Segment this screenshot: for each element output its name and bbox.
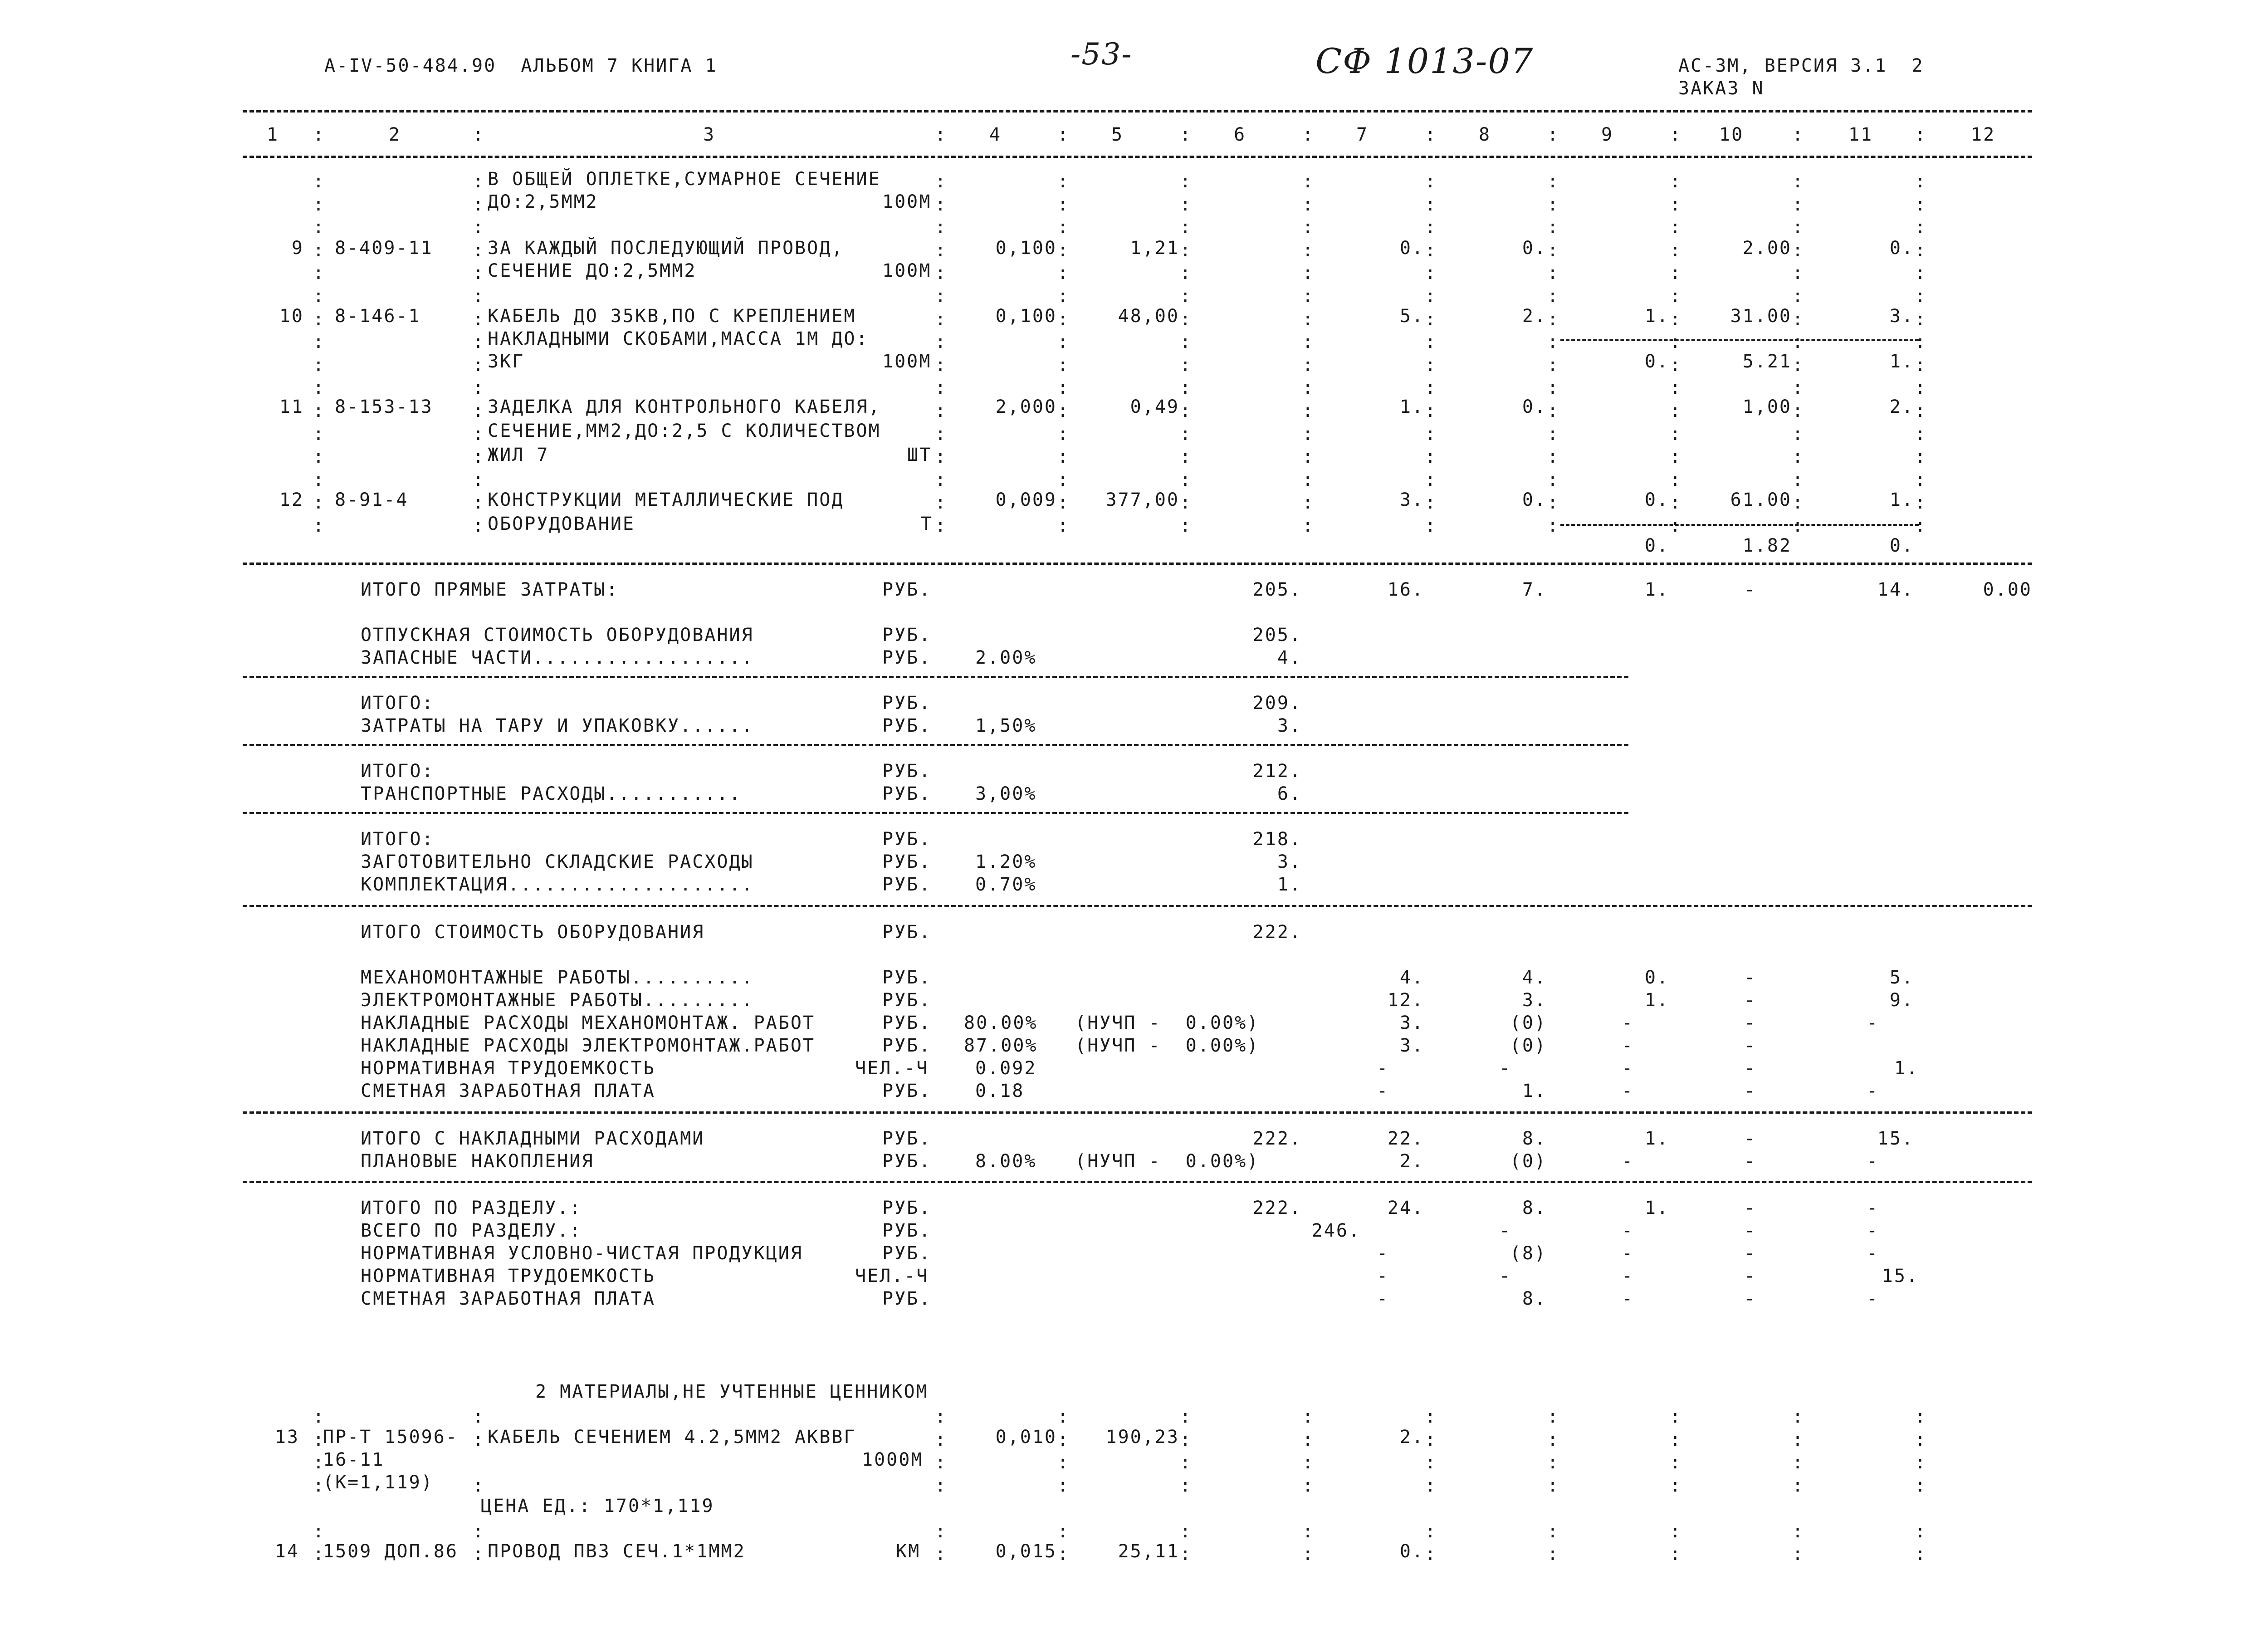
row-11-col11: 2.: [1889, 396, 1914, 417]
row-11-col8: 0.: [1522, 396, 1547, 417]
page-number: -53-: [1070, 37, 1133, 72]
separator-column: : : : : :: [473, 1406, 485, 1565]
column-separator: :: [1425, 124, 1437, 145]
row-10-desc-a: КАБЕЛЬ ДО 35КВ,ПО С КРЕПЛЕНИЕМ: [488, 306, 856, 327]
storage-rate: 1.20%: [975, 851, 1037, 872]
row-9-col7: 0.: [1399, 238, 1424, 259]
estimated-wages-unit: РУБ.: [882, 1081, 932, 1101]
overhead-elec-col10: -: [1744, 1035, 1757, 1056]
packaging-unit: РУБ.: [882, 715, 932, 736]
row-12-col11-sub: 0.: [1889, 535, 1914, 556]
subtotal-1-col6: 209.: [1252, 693, 1302, 714]
row-12-col7: 3.: [1399, 489, 1424, 510]
direct-costs-col10: -: [1744, 579, 1757, 600]
row-14-number: 14: [274, 1541, 299, 1562]
labor-intensity-col8: -: [1499, 1058, 1512, 1079]
storage-unit: РУБ.: [882, 851, 932, 872]
direct-costs-unit: РУБ.: [882, 579, 932, 600]
overhead-elec-unit: РУБ.: [882, 1035, 932, 1056]
row-10-desc-c: 3КГ: [488, 351, 525, 372]
mech-works-col7: 4.: [1399, 967, 1424, 988]
column-header-cell: 12: [1971, 124, 1996, 145]
spare-parts-unit: РУБ.: [882, 647, 932, 668]
section-grand-total-col8: -: [1499, 1220, 1512, 1241]
section-grand-total-col11: -: [1867, 1220, 1879, 1241]
column-separator: :: [935, 124, 948, 145]
overhead-elec-col9: -: [1622, 1035, 1634, 1056]
equipment-price-unit: РУБ.: [882, 625, 932, 646]
labor-intensity-rate: 0.092: [975, 1058, 1037, 1079]
packaging-label: ЗАТРАТЫ НА ТАРУ И УПАКОВКУ......: [361, 715, 754, 736]
section-grand-total-col9: -: [1622, 1220, 1634, 1241]
row-12-code: 8-91-4: [335, 489, 409, 510]
column-separator: :: [1670, 124, 1682, 145]
row-9-col10: 2.00: [1742, 238, 1792, 259]
elec-works-col9: 1.: [1644, 990, 1669, 1011]
subtotal-3-unit: РУБ.: [882, 829, 932, 850]
row-10-col9: 1.: [1644, 306, 1669, 327]
row-8-unit: 100М: [882, 191, 932, 212]
labor-intensity-2-unit: ЧЕЛ.-Ч: [855, 1266, 929, 1287]
row-14-desc: ПРОВОД ПВЗ СЕЧ.1*1ММ2: [488, 1541, 746, 1562]
subtotal-1-label: ИТОГО:: [361, 693, 435, 714]
column-separator: :: [1057, 124, 1070, 145]
planned-savings-unit: РУБ.: [882, 1151, 932, 1172]
elec-works-label: ЭЛЕКТРОМОНТАЖНЫЕ РАБОТЫ.........: [361, 990, 754, 1011]
labor-intensity-2-col10: -: [1744, 1266, 1757, 1287]
column-header-cell: 5: [1111, 124, 1124, 145]
elec-works-unit: РУБ.: [882, 990, 932, 1011]
row-13-desc: КАБЕЛЬ СЕЧЕНИЕМ 4.2,5ММ2 АКВВГ: [488, 1427, 856, 1448]
row-10-col4: 0,100: [995, 306, 1057, 327]
estimated-wages-2-col10: -: [1744, 1288, 1757, 1309]
packaging-col6: 3.: [1277, 715, 1302, 736]
planned-savings-col8: (0): [1510, 1151, 1547, 1172]
row-11-col4: 2,000: [995, 396, 1057, 417]
overhead-elec-note: (НУЧП - 0.00%): [1075, 1035, 1260, 1056]
section-total-col9: 1.: [1644, 1198, 1669, 1218]
planned-savings-col11: -: [1867, 1151, 1879, 1172]
row-14-col5: 25,11: [1118, 1541, 1179, 1562]
row-11-col5: 0,49: [1130, 396, 1179, 417]
row-12-desc-b: ОБОРУДОВАНИЕ: [488, 514, 635, 534]
estimated-wages-col8: 1.: [1522, 1081, 1547, 1101]
overhead-mech-col8: (0): [1510, 1013, 1547, 1033]
column-header-cell: 1: [267, 124, 279, 145]
estimated-wages-col9: -: [1622, 1081, 1634, 1101]
divider: [243, 1181, 2032, 1183]
row-12-desc-a: КОНСТРУКЦИИ МЕТАЛЛИЧЕСКИЕ ПОД: [488, 489, 844, 510]
labor-intensity-2-col7: -: [1377, 1266, 1389, 1287]
section-grand-total-label: ВСЕГО ПО РАЗДЕЛУ.:: [361, 1220, 582, 1241]
transport-unit: РУБ.: [882, 783, 932, 804]
separator-column: : : : : : : : : : : : : : : : :: [935, 171, 948, 536]
planned-savings-rate: 8.00%: [975, 1151, 1037, 1172]
separator-column: : : : : : : : : : : : : : : : :: [1302, 171, 1315, 536]
direct-costs-col12: 0.00: [1983, 579, 2032, 600]
separator-column: : : : : : : : : : : : : : : : :: [1180, 171, 1193, 536]
separator-column: : : : : : :: [1792, 1406, 1805, 1565]
overhead-elec-label: НАКЛАДНЫЕ РАСХОДЫ ЭЛЕКТРОМОНТАЖ.РАБОТ: [361, 1035, 816, 1056]
row-12-col10-sub: 1.82: [1742, 535, 1792, 556]
row-9-code: 8-409-11: [335, 238, 433, 259]
storage-col6: 3.: [1277, 851, 1302, 872]
overhead-elec-col8: (0): [1510, 1035, 1547, 1056]
separator-column: : : : : : :: [1302, 1406, 1315, 1565]
section-total-col11: -: [1867, 1198, 1879, 1218]
estimated-wages-2-col11: -: [1867, 1288, 1879, 1309]
row-11-number: 11: [279, 396, 304, 417]
net-product-col11: -: [1867, 1243, 1879, 1264]
row-13-number: 13: [274, 1427, 299, 1448]
row-12-col5: 377,00: [1105, 489, 1179, 510]
labor-intensity-unit: ЧЕЛ.-Ч: [855, 1058, 929, 1079]
estimated-wages-label: СМЕТНАЯ ЗАРАБОТНАЯ ПЛАТА: [361, 1081, 655, 1101]
section-total-col8: 8.: [1522, 1198, 1547, 1218]
row-10-desc-b: НАКЛАДНЫМИ СКОБАМИ,МАССА 1М ДО:: [488, 328, 869, 349]
subtotal-2-col6: 212.: [1252, 761, 1302, 782]
row-9-desc-a: ЗА КАЖДЫЙ ПОСЛЕДУЮЩИЙ ПРОВОД,: [488, 238, 844, 259]
mech-works-label: МЕХАНОМОНТАЖНЫЕ РАБОТЫ..........: [361, 967, 754, 988]
column-header-cell: 11: [1848, 124, 1873, 145]
row-10-col9-sub: 0.: [1644, 351, 1669, 372]
row-11-col7: 1.: [1399, 396, 1424, 417]
subtotal-3-col6: 218.: [1252, 829, 1302, 850]
row-12-col11: 1.: [1889, 489, 1914, 510]
net-product-col8: (8): [1510, 1243, 1547, 1264]
row-11-desc-a: ЗАДЕЛКА ДЛЯ КОНТРОЛЬНОГО КАБЕЛЯ,: [488, 396, 881, 417]
direct-costs-col8: 7.: [1522, 579, 1547, 600]
row-10-code: 8-146-1: [335, 306, 421, 327]
direct-costs-col7: 16.: [1387, 579, 1424, 600]
column-separator: :: [1302, 124, 1315, 145]
labor-intensity-col11: 1.: [1894, 1058, 1919, 1079]
estimated-wages-2-col8: 8.: [1522, 1288, 1547, 1309]
direct-costs-label: ИТОГО ПРЯМЫЕ ЗАТРАТЫ:: [361, 579, 619, 600]
handwritten-stamp: СФ 1013-07: [1315, 41, 1534, 81]
subtotal-3-label: ИТОГО:: [361, 829, 435, 850]
row-10-col8: 2.: [1522, 306, 1547, 327]
with-overhead-col10: -: [1744, 1128, 1757, 1149]
column-separator: :: [1915, 124, 1927, 145]
labor-intensity-2-label: НОРМАТИВНАЯ ТРУДОЕМКОСТЬ: [361, 1266, 655, 1287]
separator-column: : : : : : :: [1057, 1406, 1070, 1565]
row-9-col4: 0,100: [995, 238, 1057, 259]
column-header-cell: 7: [1356, 124, 1369, 145]
row-14-col7: 0.: [1399, 1541, 1424, 1562]
row-9-unit: 100М: [882, 260, 932, 281]
section-grand-total-col6: 246.: [1311, 1220, 1361, 1241]
section-grand-total-col10: -: [1744, 1220, 1757, 1241]
separator-column: : : : : : : : : : : : : : : : :: [1915, 171, 1927, 536]
column-header-cell: 2: [389, 124, 401, 145]
row-13-code: ПР-Т 15096-: [323, 1427, 458, 1448]
column-separator: :: [1547, 124, 1560, 145]
planned-savings-col9: -: [1622, 1151, 1634, 1172]
row-10-col7: 5.: [1399, 306, 1424, 327]
mech-works-col9: 0.: [1644, 967, 1669, 988]
subtotal-1-unit: РУБ.: [882, 693, 932, 714]
labor-intensity-2-col8: -: [1499, 1266, 1512, 1287]
row-12-col9: 0.: [1644, 489, 1669, 510]
separator-column: : : : : : : : : : : : : : : : :: [1057, 171, 1070, 536]
overhead-mech-col11: -: [1867, 1013, 1879, 1033]
completion-unit: РУБ.: [882, 874, 932, 895]
labor-intensity-col7: -: [1377, 1058, 1389, 1079]
row-13-coef: (К=1,119): [323, 1472, 434, 1493]
section-total-col7: 24.: [1387, 1198, 1424, 1218]
overhead-mech-rate: 80.00%: [964, 1013, 1038, 1033]
estimated-wages-col7: -: [1377, 1081, 1389, 1101]
materials-title: 2 МАТЕРИАЛЫ,НЕ УЧТЕННЫЕ ЦЕННИКОМ: [535, 1381, 929, 1402]
row-9-number: 9: [291, 238, 304, 259]
row-12-unit: Т: [921, 514, 934, 534]
divider: [243, 812, 1628, 814]
row-14-col4: 0,015: [995, 1541, 1057, 1562]
section-total-label: ИТОГО ПО РАЗДЕЛУ.:: [361, 1198, 582, 1218]
direct-costs-col11: 14.: [1877, 579, 1914, 600]
column-separator: :: [473, 124, 485, 145]
row-14-unit: КМ: [896, 1541, 921, 1562]
divider: [243, 156, 2032, 158]
equipment-total-unit: РУБ.: [882, 922, 932, 943]
row-10-col5: 48,00: [1118, 306, 1179, 327]
divider: [243, 744, 1628, 746]
elec-works-col10: -: [1744, 990, 1757, 1011]
packaging-rate: 1,50%: [975, 715, 1037, 736]
overhead-mech-unit: РУБ.: [882, 1013, 932, 1033]
subtotal-2-unit: РУБ.: [882, 761, 932, 782]
estimated-wages-2-unit: РУБ.: [882, 1288, 932, 1309]
planned-savings-label: ПЛАНОВЫЕ НАКОПЛЕНИЯ: [361, 1151, 594, 1172]
row-11-desc-b: СЕЧЕНИЕ,ММ2,ДО:2,5 С КОЛИЧЕСТВОМ: [488, 421, 881, 441]
column-separator: :: [1792, 124, 1805, 145]
spare-parts-label: ЗАПАСНЫЕ ЧАСТИ..................: [361, 647, 754, 668]
completion-label: КОМПЛЕКТАЦИЯ....................: [361, 874, 754, 895]
overhead-elec-rate: 87.00%: [964, 1035, 1038, 1056]
completion-col6: 1.: [1277, 874, 1302, 895]
row-9-col5: 1,21: [1130, 238, 1179, 259]
estimated-wages-2-col7: -: [1377, 1288, 1389, 1309]
row-9-col11: 0.: [1889, 238, 1914, 259]
equipment-total-col6: 222.: [1252, 922, 1302, 943]
overhead-mech-col10: -: [1744, 1013, 1757, 1033]
row-13-col4: 0,010: [995, 1427, 1057, 1448]
equipment-price-label: ОТПУСКНАЯ СТОИМОСТЬ ОБОРУДОВАНИЯ: [361, 625, 754, 646]
divider: [243, 563, 2032, 565]
with-overhead-unit: РУБ.: [882, 1128, 932, 1149]
planned-savings-col7: 2.: [1399, 1151, 1424, 1172]
column-separator: :: [1180, 124, 1193, 145]
divider: [243, 676, 1628, 678]
row-13-unit: 1000М: [862, 1449, 924, 1470]
column-header-cell: 6: [1234, 124, 1246, 145]
column-header-cell: 8: [1479, 124, 1491, 145]
row-12-col8: 0.: [1522, 489, 1547, 510]
divider: [243, 905, 2032, 907]
subtotal-2-label: ИТОГО:: [361, 761, 435, 782]
mech-works-col10: -: [1744, 967, 1757, 988]
row-9-desc-b: СЕЧЕНИЕ ДО:2,5ММ2: [488, 260, 697, 281]
row-8-desc-a: В ОБЩЕЙ ОПЛЕТКЕ,СУМАРНОЕ СЕЧЕНИЕ: [488, 169, 881, 190]
section-total-unit: РУБ.: [882, 1198, 932, 1218]
row-13-col5: 190,23: [1105, 1427, 1179, 1448]
net-product-col7: -: [1377, 1243, 1389, 1264]
row-10-number: 10: [279, 306, 304, 327]
estimated-wages-rate: 0.18: [975, 1081, 1025, 1101]
overhead-mech-col9: -: [1622, 1013, 1634, 1033]
row-11-col10: 1,00: [1742, 396, 1792, 417]
equipment-total-label: ИТОГО СТОИМОСТЬ ОБОРУДОВАНИЯ: [361, 922, 705, 943]
labor-intensity-col10: -: [1744, 1058, 1757, 1079]
row-12-col9-sub: 0.: [1644, 535, 1669, 556]
planned-savings-col10: -: [1744, 1151, 1757, 1172]
subdivider: [1560, 339, 1919, 341]
overhead-mech-note: (НУЧП - 0.00%): [1075, 1013, 1260, 1033]
separator-column: : : : : : :: [1915, 1406, 1927, 1565]
row-9-col8: 0.: [1522, 238, 1547, 259]
subdivider: [1560, 524, 1919, 526]
estimated-wages-col10: -: [1744, 1081, 1757, 1101]
with-overhead-col8: 8.: [1522, 1128, 1547, 1149]
row-11-code: 8-153-13: [335, 396, 433, 417]
with-overhead-col7: 22.: [1387, 1128, 1424, 1149]
row-12-number: 12: [279, 489, 304, 510]
net-product-label: НОРМАТИВНАЯ УСЛОВНО-ЧИСТАЯ ПРОДУКЦИЯ: [361, 1243, 803, 1264]
row-11-unit: ШТ: [907, 445, 932, 465]
direct-costs-col6: 205.: [1252, 579, 1302, 600]
program-version: АС-3М, ВЕРСИЯ 3.1 2: [1678, 55, 1924, 76]
row-11-desc-c: ЖИЛ 7: [488, 445, 549, 465]
with-overhead-col6: 222.: [1252, 1128, 1302, 1149]
section-grand-total-unit: РУБ.: [882, 1220, 932, 1241]
separator-column: : : : : : : : : : : : : : : : :: [313, 171, 326, 536]
separator-column: : : : : : :: [313, 1406, 326, 1565]
column-separator: :: [313, 124, 326, 145]
separator-column: : : : : : : : : : : : : : : : :: [1670, 171, 1682, 536]
row-10-col10: 31.00: [1730, 306, 1792, 327]
divider: [243, 1111, 2032, 1114]
doc-code: А-IV-50-484.90 АЛЬБОМ 7 КНИГА 1: [324, 55, 718, 76]
planned-savings-note: (НУЧП - 0.00%): [1075, 1151, 1260, 1172]
divider: [243, 110, 2032, 113]
elec-works-col11: 9.: [1889, 990, 1914, 1011]
with-overhead-col9: 1.: [1644, 1128, 1669, 1149]
separator-column: : : : : : : : : : : : : : : : :: [473, 171, 485, 536]
column-header-cell: 4: [989, 124, 1002, 145]
equipment-price-col6: 205.: [1252, 625, 1302, 646]
mech-works-unit: РУБ.: [882, 967, 932, 988]
overhead-mech-col7: 3.: [1399, 1013, 1424, 1033]
labor-intensity-2-col11: 15.: [1882, 1266, 1919, 1287]
separator-column: : : : : : : : : : : : : : : : :: [1425, 171, 1437, 536]
elec-works-col8: 3.: [1522, 990, 1547, 1011]
separator-column: : : : : : : : : : : : : : : : :: [1792, 171, 1805, 536]
separator-column: : : : : : : : : : : : : : : : :: [1547, 171, 1560, 536]
net-product-unit: РУБ.: [882, 1243, 932, 1264]
row-13-col7: 2.: [1399, 1427, 1424, 1448]
row-13-code-cont: 16-11: [323, 1449, 385, 1470]
mech-works-col11: 5.: [1889, 967, 1914, 988]
order-number: ЗАКАЗ N: [1678, 78, 1765, 99]
row-8-desc-b: ДО:2,5ММ2: [488, 191, 598, 212]
row-10-col11: 3.: [1889, 306, 1914, 327]
transport-rate: 3,00%: [975, 783, 1037, 804]
row-14-code: 1509 ДОП.86: [323, 1541, 458, 1562]
section-total-col10: -: [1744, 1198, 1757, 1218]
transport-col6: 6.: [1277, 783, 1302, 804]
estimated-wages-2-label: СМЕТНАЯ ЗАРАБОТНАЯ ПЛАТА: [361, 1288, 655, 1309]
row-10-col11-sub: 1.: [1889, 351, 1914, 372]
row-10-unit: 100М: [882, 351, 932, 372]
net-product-col9: -: [1622, 1243, 1634, 1264]
direct-costs-col9: 1.: [1644, 579, 1669, 600]
estimated-wages-2-col9: -: [1622, 1288, 1634, 1309]
net-product-col10: -: [1744, 1243, 1757, 1264]
overhead-mech-label: НАКЛАДНЫЕ РАСХОДЫ МЕХАНОМОНТАЖ. РАБОТ: [361, 1013, 816, 1033]
overhead-elec-col7: 3.: [1399, 1035, 1424, 1056]
separator-column: : : : : : :: [935, 1406, 948, 1565]
labor-intensity-col9: -: [1622, 1058, 1634, 1079]
column-header-cell: 10: [1719, 124, 1744, 145]
labor-intensity-label: НОРМАТИВНАЯ ТРУДОЕМКОСТЬ: [361, 1058, 655, 1079]
mech-works-col8: 4.: [1522, 967, 1547, 988]
row-13-unit-price: ЦЕНА ЕД.: 170*1,119: [481, 1496, 714, 1517]
labor-intensity-2-col9: -: [1622, 1266, 1634, 1287]
row-12-col4: 0,009: [995, 489, 1057, 510]
column-header-cell: 3: [703, 124, 716, 145]
with-overhead-col11: 15.: [1877, 1128, 1914, 1149]
column-header-cell: 9: [1601, 124, 1614, 145]
estimated-wages-col11: -: [1867, 1081, 1879, 1101]
elec-works-col7: 12.: [1387, 990, 1424, 1011]
row-10-col10-sub: 5.21: [1742, 351, 1792, 372]
with-overhead-label: ИТОГО С НАКЛАДНЫМИ РАСХОДАМИ: [361, 1128, 705, 1149]
separator-column: : : : : : :: [1425, 1406, 1437, 1565]
row-12-col10: 61.00: [1730, 489, 1792, 510]
completion-rate: 0.70%: [975, 874, 1037, 895]
separator-column: : : : : : :: [1180, 1406, 1193, 1565]
spare-parts-rate: 2.00%: [975, 647, 1037, 668]
spare-parts-col6: 4.: [1277, 647, 1302, 668]
section-total-col6: 222.: [1252, 1198, 1302, 1218]
storage-label: ЗАГОТОВИТЕЛЬНО СКЛАДСКИЕ РАСХОДЫ: [361, 851, 754, 872]
separator-column: : : : : : :: [1547, 1406, 1560, 1565]
transport-label: ТРАНСПОРТНЫЕ РАСХОДЫ...........: [361, 783, 742, 804]
separator-column: : : : : : :: [1670, 1406, 1682, 1565]
